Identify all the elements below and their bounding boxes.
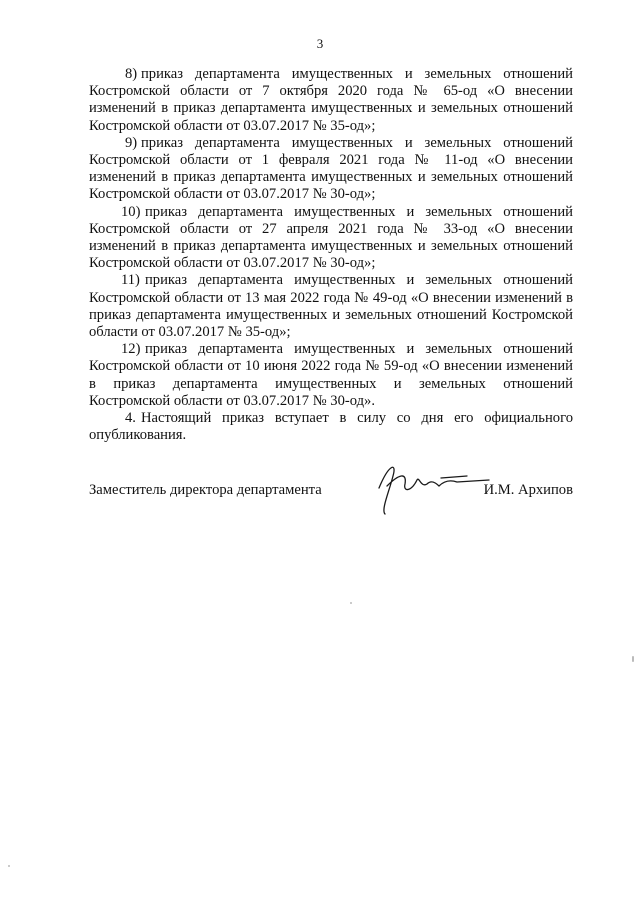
item-number: 8) [125,66,138,82]
signatory-title: Заместитель директора департамента [89,482,322,498]
scan-speck [350,602,352,604]
page-number: 3 [316,36,324,51]
item-number: 12) [121,341,141,358]
scan-speck [632,656,634,662]
handwritten-signature [371,458,491,518]
document-body [89,66,573,444]
list-item [89,66,573,135]
signature-block [89,478,573,518]
item-text: приказ департамента имущественных и земельных отношений Костромской области от 7 октября 2020 года № 65-од «О внесении изменений в приказ департамента имущественных и земельных отношений Костромской области от 03.07.2017 № 35-од»; [89,66,573,134]
item-text: приказ департамента имущественных и земельных отношений Костромской области от 27 апреля 2021 года № 33-од «О внесении изменений в приказ департамента имущественных и земельных отношений Костромской области от 03.07.2017 № 30-од»; [89,203,573,272]
item-number: 11) [121,272,140,289]
signatory-name: И.М. Архипов [483,482,573,498]
item-text: приказ департамента имущественных и земельных отношений Костромской области от 10 июня 2022 года № 59-од «О внесении изменений в приказ департамента имущественных и земельных отношений Костромской области от 03.07.2017 № 30-од». [89,341,573,409]
list-item [89,135,573,204]
item-text: Настоящий приказ вступает в силу со дня его официального опубликования. [89,410,573,444]
item-number: 10) [121,203,141,220]
list-item [89,272,573,341]
item-number: 4. [125,410,136,427]
scan-speck [8,865,10,867]
item-text: приказ департамента имущественных и земельных отношений Костромской области от 13 мая 2022 года № 49-од «О внесении изменений в приказ департамента имущественных и земельных отношений Костромской области от 03.07.2017 № 35-од»; [89,272,573,341]
list-item [89,410,573,444]
item-text: приказ департамента имущественных и земельных отношений Костромской области от 1 февраля 2021 года № 11-од «О внесении изменений в приказ департамента имущественных и земельных отношений Костромской области от 03.07.2017 № 30-од»; [89,134,573,203]
list-item [89,341,573,410]
item-number: 9) [125,134,138,151]
list-item [89,204,573,273]
